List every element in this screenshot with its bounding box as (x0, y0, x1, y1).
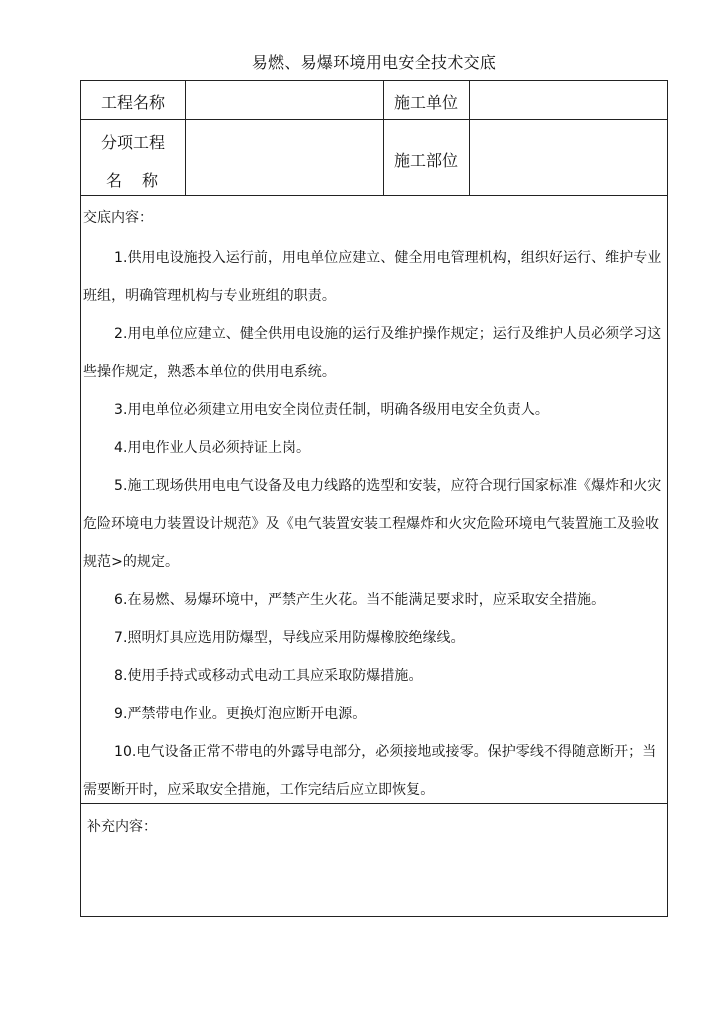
disclosure-item: 8.使用手持式或移动式电动工具应采取防爆措施。 (114, 668, 423, 684)
disclosure-item: 1.供用电设施投入运行前，用电单位应建立、健全用电管理机构，组织好运行、维护专业班组，明确管理机构与专业班组的职责。 (83, 250, 662, 304)
construction-unit-label: 施工单位 (393, 93, 458, 112)
table-column-divider (185, 81, 186, 195)
construction-location-label: 施工部位 (393, 151, 458, 170)
disclosure-form-table (80, 80, 668, 917)
sub-project-label-line1: 分项工程 (100, 133, 165, 152)
project-name-label: 工程名称 (100, 93, 165, 112)
disclosure-item: 9.严禁带电作业。更换灯泡应断开电源。 (114, 706, 367, 722)
disclosure-content-label: 交底内容： (83, 210, 153, 226)
disclosure-item: 7.照明灯具应选用防爆型，导线应采用防爆橡胶绝缘线。 (114, 630, 465, 646)
disclosure-item: 10.电气设备正常不带电的外露导电部分，必须接地或接零。保护零线不得随意断开；当需要断开时，应采取安全措施，工作完结后应立即恢复。 (83, 744, 657, 798)
disclosure-item: 4.用电作业人员必须持证上岗。 (114, 440, 311, 456)
sub-project-label-line2: 名 称 (105, 171, 160, 190)
disclosure-content-body (83, 239, 665, 809)
disclosure-item: 3.用电单位必须建立用电安全岗位责任制，明确各级用电安全负责人。 (114, 402, 549, 418)
disclosure-item: 6.在易燃、易爆环境中，严禁产生火花。当不能满足要求时，应采取安全措施。 (114, 592, 606, 608)
table-row-divider (81, 195, 667, 196)
document-title: 易燃、易爆环境用电安全技术交底 (251, 53, 497, 72)
supplement-content-field[interactable] (87, 841, 659, 911)
disclosure-item: 2.用电单位应建立、健全供用电设施的运行及维护操作规定；运行及维护人员必须学习这些操作规定，熟悉本单位的供用电系统。 (83, 326, 662, 380)
supplement-content-label: 补充内容： (87, 819, 157, 835)
table-row-divider (81, 119, 667, 120)
disclosure-item: 5.施工现场供用电电气设备及电力线路的选型和安装，应符合现行国家标准《爆炸和火灾危险环境电力装置设计规范》及《电气装置安装工程爆炸和火灾危险环境电气装置施工及验收规范>的规定。 (83, 478, 662, 570)
table-column-divider (469, 81, 470, 195)
